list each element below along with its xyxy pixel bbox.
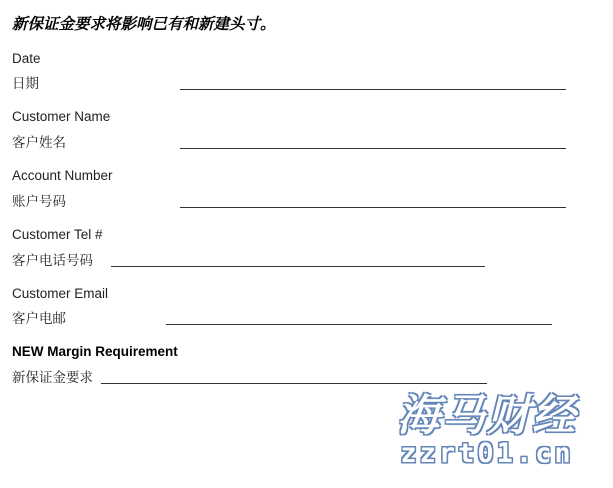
watermark-brand: 海马财经 xyxy=(397,391,577,441)
field-label-cn: 日期 xyxy=(12,76,39,92)
fill-in-line-customer-tel[interactable] xyxy=(111,266,485,267)
field-customer-email xyxy=(12,286,599,329)
field-label-en: Date xyxy=(12,50,41,66)
field-row xyxy=(12,76,599,93)
field-label-en: Account Number xyxy=(12,168,113,184)
fill-in-line-customer-name[interactable] xyxy=(180,148,566,149)
field-customer-tel xyxy=(12,227,599,270)
field-row xyxy=(12,370,599,387)
field-account-number xyxy=(12,168,599,211)
fill-in-line-customer-email[interactable] xyxy=(166,324,552,325)
field-new-margin-requirement xyxy=(12,344,599,387)
field-date xyxy=(12,51,599,94)
field-row xyxy=(12,135,599,152)
field-label-en: NEW Margin Requirement xyxy=(12,344,178,360)
field-label-en: Customer Name xyxy=(12,109,111,125)
field-row xyxy=(12,194,599,211)
fill-in-line-account-number[interactable] xyxy=(180,207,566,208)
field-label-cn: 新保证金要求 xyxy=(12,370,93,386)
watermark xyxy=(369,382,605,486)
watermark-url: zzrt01.cn xyxy=(400,438,574,469)
page-title: 新保证金要求将影响已有和新建头寸。 xyxy=(12,16,276,33)
fill-in-line-date[interactable] xyxy=(180,89,566,90)
field-label-cn: 客户姓名 xyxy=(12,135,66,151)
field-customer-name xyxy=(12,109,599,152)
field-label-cn: 账户号码 xyxy=(12,193,66,209)
field-label-en: Customer Email xyxy=(12,285,109,301)
field-label-cn: 客户电话号码 xyxy=(12,252,93,268)
field-row xyxy=(12,311,599,328)
fill-in-line-new-margin-requirement[interactable] xyxy=(101,383,487,384)
field-label-en: Customer Tel # xyxy=(12,226,103,242)
field-row xyxy=(12,253,599,270)
field-label-cn: 客户电邮 xyxy=(12,311,66,327)
